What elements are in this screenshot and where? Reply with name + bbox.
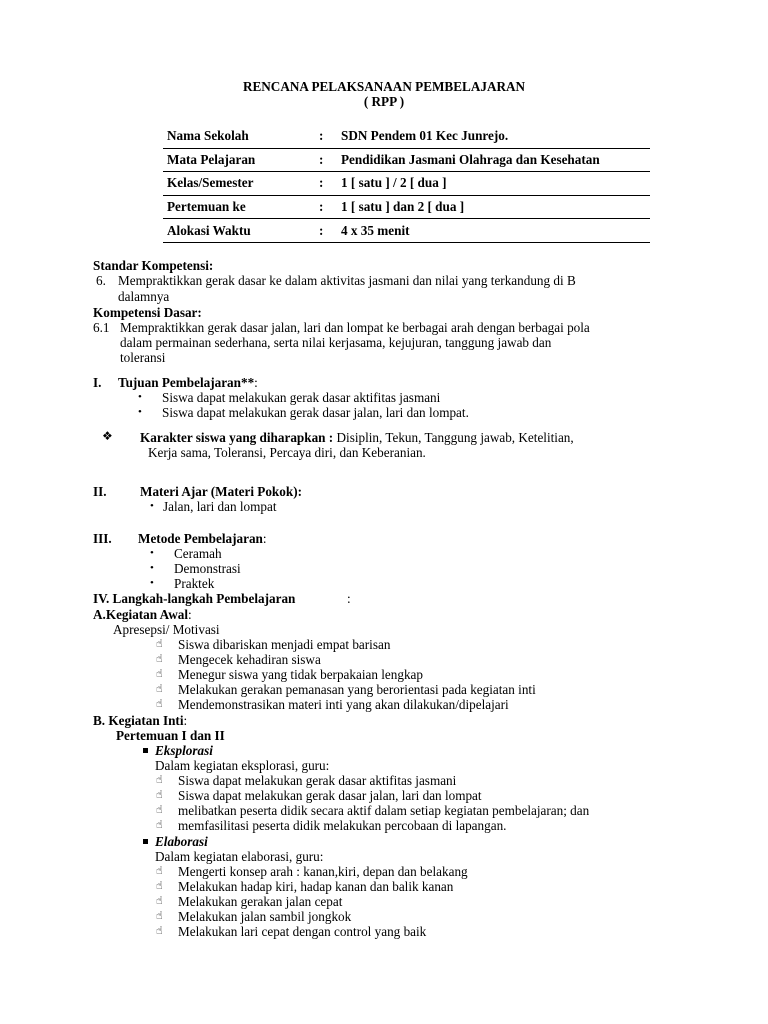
list-item: Siswa dapat melakukan gerak dasar aktifitas jasmani	[178, 773, 457, 788]
kompetensi-dasar-heading: Kompetensi Dasar:	[93, 305, 202, 320]
karakter-text-line1: Disiplin, Tekun, Tanggung jawab, Ketelitian,	[336, 430, 574, 445]
metode-heading: Metode Pembelajaran	[138, 531, 263, 546]
elaborasi-intro: Dalam kegiatan elaborasi, guru:	[155, 849, 324, 864]
langkah-colon: :	[347, 591, 351, 606]
tujuan-heading-wrap	[118, 375, 258, 390]
table-row	[163, 125, 650, 148]
school-info-table	[163, 125, 650, 243]
pointing-hand-icon: ☝	[156, 879, 163, 892]
list-item: memfasilitasi peserta didik melakukan percobaan di lapangan.	[178, 818, 507, 833]
pointing-hand-icon: ☝	[156, 864, 163, 877]
row-separator: :	[315, 125, 337, 148]
row-separator: :	[315, 219, 337, 243]
table-row	[163, 195, 650, 219]
list-item: Praktek	[174, 576, 215, 591]
row-value: 1 [ satu ] dan 2 [ dua ]	[337, 195, 650, 219]
bullet-icon: •	[138, 406, 142, 418]
pointing-hand-icon: ☝	[156, 637, 163, 650]
pointing-hand-icon: ☝	[156, 697, 163, 710]
table-row	[163, 172, 650, 196]
row-separator: :	[315, 195, 337, 219]
list-item: Mengerti konsep arah : kanan,kiri, depan dan belakang	[178, 864, 468, 879]
kegiatan-awal-heading-wrap	[93, 607, 192, 622]
sk-text-line2: dalamnya	[118, 289, 170, 304]
list-item: Melakukan gerakan jalan cepat	[178, 894, 343, 909]
kd-number: 6.1	[93, 320, 110, 335]
bullet-icon: •	[150, 500, 154, 512]
pertemuan-heading: Pertemuan I dan II	[116, 728, 225, 743]
table-row	[163, 219, 650, 243]
document-title: RENCANA PELAKSANAAN PEMBELAJARAN	[242, 79, 526, 94]
karakter-line1-wrap	[140, 430, 574, 445]
list-item: Melakukan jalan sambil jongkok	[178, 909, 352, 924]
row-separator: :	[315, 148, 337, 172]
list-item: Siswa dapat melakukan gerak dasar aktifitas jasmani	[162, 390, 441, 405]
standar-kompetensi-heading: Standar Kompetensi:	[93, 258, 214, 273]
list-item: Melakukan lari cepat dengan control yang baik	[178, 924, 427, 939]
kegiatan-inti-colon: :	[183, 713, 188, 728]
section-numeral: II.	[93, 484, 107, 499]
square-bullet-icon	[143, 839, 148, 844]
pointing-hand-icon: ☝	[156, 894, 163, 907]
metode-colon: :	[262, 531, 267, 546]
row-value: 1 [ satu ] / 2 [ dua ]	[337, 172, 650, 196]
kegiatan-awal-colon: :	[188, 607, 192, 622]
metode-heading-wrap	[138, 531, 267, 546]
pointing-hand-icon: ☝	[156, 773, 163, 786]
list-item: Melakukan hadap kiri, hadap kanan dan balik kanan	[178, 879, 454, 894]
kd-text-line2: dalam permainan sederhana, serta nilai kerjasama, kejujuran, tanggung jawab dan	[120, 335, 552, 350]
section-numeral: I.	[93, 375, 102, 390]
row-label: Mata Pelajaran	[163, 148, 315, 172]
apresepsi-label: Apresepsi/ Motivasi	[113, 622, 220, 637]
pointing-hand-icon: ☝	[156, 682, 163, 695]
tujuan-heading: Tujuan Pembelajaran**	[118, 375, 255, 390]
pointing-hand-icon: ☝	[156, 803, 163, 816]
list-item: Jalan, lari dan lompat	[163, 499, 277, 514]
list-item: Siswa dapat melakukan gerak dasar jalan, lari dan lompat	[178, 788, 482, 803]
row-label: Kelas/Semester	[163, 172, 315, 196]
kd-text-line3: toleransi	[120, 350, 166, 365]
list-item: Mengecek kehadiran siswa	[178, 652, 321, 667]
pointing-hand-icon: ☝	[156, 652, 163, 665]
sk-text-line1: Mempraktikkan gerak dasar ke dalam aktivitas jasmani dan nilai yang terkandung di B	[118, 273, 576, 288]
sk-number: 6.	[96, 273, 106, 288]
karakter-label: Karakter siswa yang diharapkan :	[140, 430, 334, 445]
diamond-bullet-icon: ❖	[102, 429, 113, 443]
karakter-text-line2: Kerja sama, Toleransi, Percaya diri, dan Keberanian.	[148, 445, 426, 460]
document-subtitle: ( RPP )	[363, 94, 405, 109]
kegiatan-awal-heading: A.Kegiatan Awal	[93, 607, 188, 622]
row-label: Alokasi Waktu	[163, 219, 315, 243]
list-item: Siswa dapat melakukan gerak dasar jalan, lari dan lompat.	[162, 405, 469, 420]
bullet-icon: •	[150, 577, 154, 589]
table-row	[163, 148, 650, 172]
pointing-hand-icon: ☝	[156, 788, 163, 801]
list-item: Siswa dibariskan menjadi empat barisan	[178, 637, 391, 652]
kegiatan-inti-heading: B. Kegiatan Inti	[93, 713, 184, 728]
square-bullet-icon	[143, 748, 148, 753]
row-value: 4 x 35 menit	[337, 219, 650, 243]
list-item: melibatkan peserta didik secara aktif dalam setiap kegiatan pembelajaran; dan	[178, 803, 590, 818]
row-value: Pendidikan Jasmani Olahraga dan Kesehatan	[337, 148, 650, 172]
row-value: SDN Pendem 01 Kec Junrejo.	[337, 125, 650, 148]
bullet-icon: •	[138, 391, 142, 403]
list-item: Melakukan gerakan pemanasan yang berorientasi pada kegiatan inti	[178, 682, 536, 697]
list-item: Mendemonstrasikan materi inti yang akan dilakukan/dipelajari	[178, 697, 509, 712]
pointing-hand-icon: ☝	[156, 909, 163, 922]
list-item: Demonstrasi	[174, 561, 241, 576]
section-numeral: III.	[93, 531, 112, 546]
bullet-icon: •	[150, 547, 154, 559]
row-separator: :	[315, 172, 337, 196]
kd-text-line1: Mempraktikkan gerak dasar jalan, lari dan lompat ke berbagai arah dengan berbagai pola	[120, 320, 590, 335]
bullet-icon: •	[150, 562, 154, 574]
pointing-hand-icon: ☝	[156, 818, 163, 831]
kegiatan-inti-heading-wrap	[93, 713, 187, 728]
row-label: Nama Sekolah	[163, 125, 315, 148]
elaborasi-title: Elaborasi	[155, 834, 208, 849]
materi-heading: Materi Ajar (Materi Pokok):	[140, 484, 302, 499]
row-label: Pertemuan ke	[163, 195, 315, 219]
tujuan-colon: :	[254, 375, 258, 390]
list-item: Menegur siswa yang tidak berpakaian lengkap	[178, 667, 423, 682]
eksplorasi-intro: Dalam kegiatan eksplorasi, guru:	[155, 758, 330, 773]
list-item: Ceramah	[174, 546, 222, 561]
pointing-hand-icon: ☝	[156, 667, 163, 680]
langkah-heading: IV. Langkah-langkah Pembelajaran	[93, 591, 296, 606]
eksplorasi-title: Eksplorasi	[155, 743, 213, 758]
pointing-hand-icon: ☝	[156, 924, 163, 937]
